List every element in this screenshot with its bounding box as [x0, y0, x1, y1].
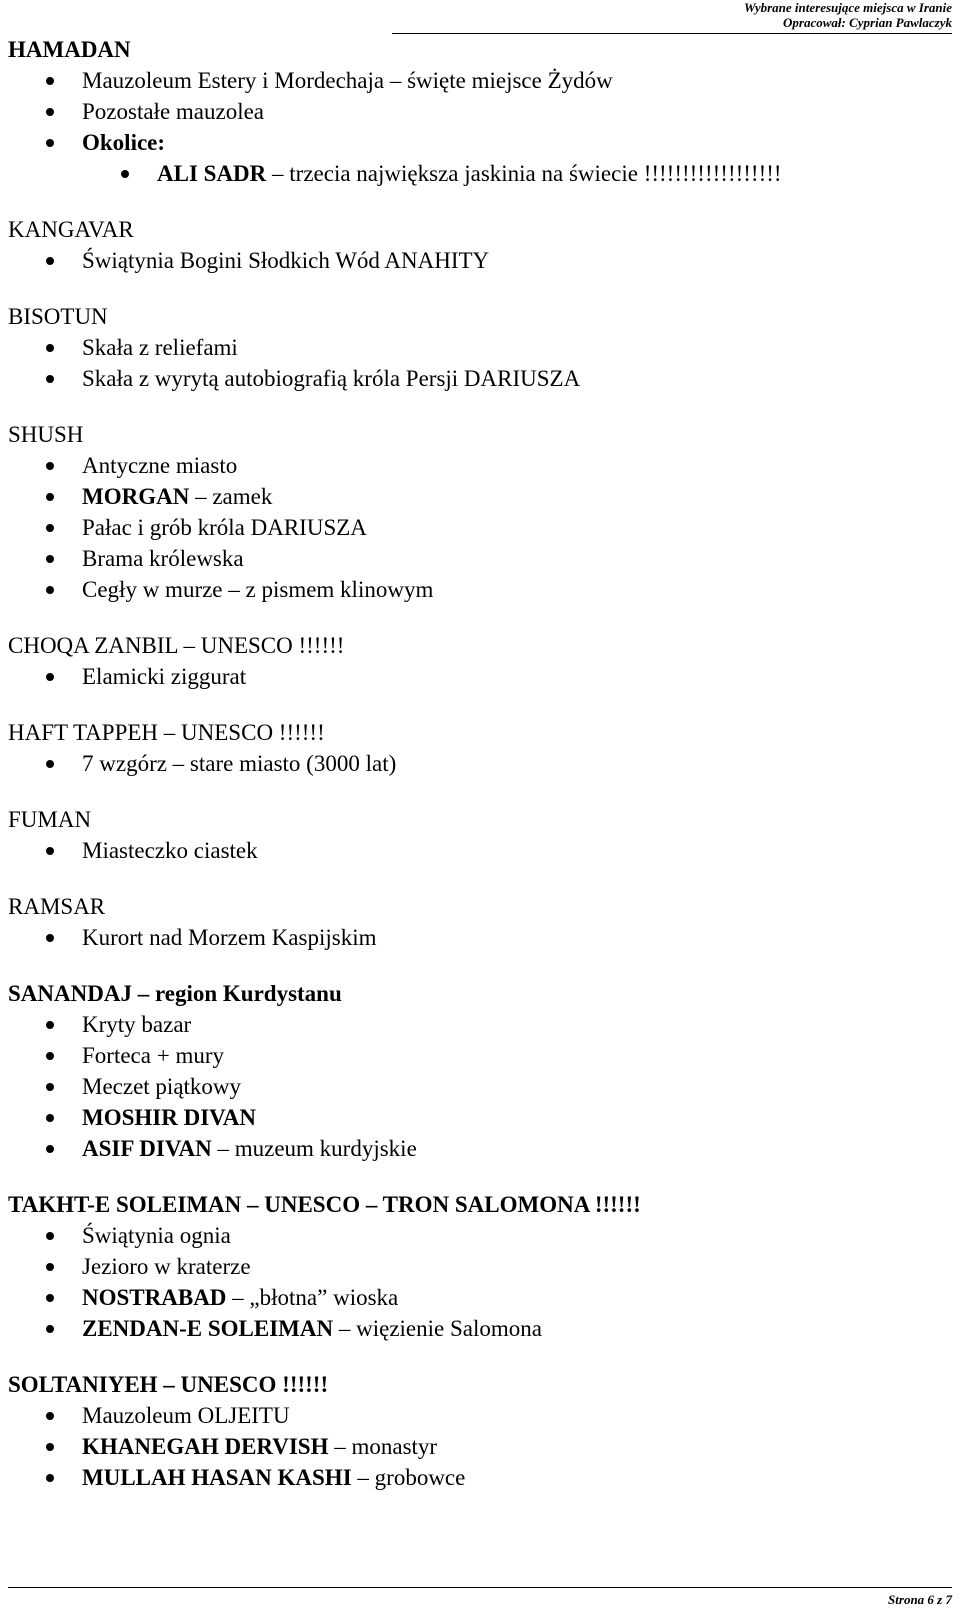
header-author: Opracował: Cyprian Pawlaczyk	[783, 15, 952, 30]
section-heading: HAFT TAPPEH – UNESCO !!!!!!	[8, 720, 325, 745]
list-item: Skała z reliefami	[8, 332, 938, 363]
section-heading: TAKHT-E SOLEIMAN – UNESCO – TRON SALOMONA !!!!!!	[8, 1192, 641, 1217]
list-item: Antyczne miasto	[8, 450, 938, 481]
section-haft-tappeh	[8, 717, 938, 779]
bullet-list	[8, 835, 938, 866]
list-item: Mauzoleum Estery i Mordechaja – święte miejsce Żydów	[8, 65, 938, 96]
list-item: Jezioro w kraterze	[8, 1251, 938, 1282]
list-item: Cegły w murze – z pismem klinowym	[8, 574, 938, 605]
list-item: Świątynia Bogini Słodkich Wód ANAHITY	[8, 245, 938, 276]
list-item: Pałac i grób króla DARIUSZA	[8, 512, 938, 543]
section-heading: SOLTANIYEH – UNESCO !!!!!!	[8, 1372, 329, 1397]
bullet-list	[8, 748, 938, 779]
section-shush	[8, 419, 938, 605]
list-item: 7 wzgórz – stare miasto (3000 lat)	[8, 748, 938, 779]
item-text: – trzecia największa jaskinia na świecie !!!!!!!!!!!!!!!!!!	[266, 161, 782, 186]
item-text: – muzeum kurdyjskie	[211, 1136, 417, 1161]
section-heading: RAMSAR	[8, 894, 106, 919]
section-takht-e-soleiman	[8, 1189, 938, 1344]
section-heading: BISOTUN	[8, 304, 108, 329]
list-item: Kryty bazar	[8, 1009, 938, 1040]
section-kangavar	[8, 214, 938, 276]
item-bold: ZENDAN-E SOLEIMAN	[82, 1316, 334, 1341]
section-heading: HAMADAN	[8, 37, 131, 62]
list-item	[8, 1462, 938, 1493]
document-body	[8, 34, 938, 1518]
item-bold: ALI SADR	[157, 161, 267, 186]
item-bold: ASIF DIVAN	[82, 1136, 212, 1161]
section-choqa-zanbil	[8, 630, 938, 692]
list-item	[8, 1133, 938, 1164]
item-text: – monastyr	[328, 1434, 438, 1459]
section-heading: SHUSH	[8, 422, 84, 447]
item-bold: MORGAN	[82, 484, 190, 509]
bullet-list	[8, 1220, 938, 1344]
item-text: – więzienie Salomona	[333, 1316, 542, 1341]
section-sanandaj	[8, 978, 938, 1164]
list-item: Pozostałe mauzolea	[8, 96, 938, 127]
section-bisotun	[8, 301, 938, 394]
item-bold: NOSTRABAD	[82, 1285, 227, 1310]
item-bold: MULLAH HASAN KASHI	[82, 1465, 352, 1490]
bullet-list	[8, 1009, 938, 1164]
list-item: Forteca + mury	[8, 1040, 938, 1071]
bullet-list	[8, 1400, 938, 1493]
item-text: – „błotna” wioska	[226, 1285, 399, 1310]
section-heading: FUMAN	[8, 807, 92, 832]
list-item: Okolice:	[8, 127, 938, 158]
list-item: Elamicki ziggurat	[8, 661, 938, 692]
bullet-list	[8, 245, 938, 276]
list-item: Mauzoleum OLJEITU	[8, 1400, 938, 1431]
page-number: Strona 6 z 7	[888, 1592, 952, 1607]
section-heading: SANANDAJ – region Kurdystanu	[8, 981, 342, 1006]
list-item	[8, 1313, 938, 1344]
item-text: – zamek	[189, 484, 273, 509]
header-title: Wybrane interesujące miejsca w Iranie	[744, 0, 952, 15]
section-hamadan	[8, 34, 938, 189]
list-item: Meczet piątkowy	[8, 1071, 938, 1102]
bullet-list	[8, 661, 938, 692]
list-item	[8, 1282, 938, 1313]
page-footer	[8, 1587, 952, 1608]
item-text: – grobowce	[351, 1465, 466, 1490]
bullet-list	[8, 450, 938, 605]
section-soltaniyeh	[8, 1369, 938, 1493]
list-item: Kurort nad Morzem Kaspijskim	[8, 922, 938, 953]
list-item: Miasteczko ciastek	[8, 835, 938, 866]
page-header	[392, 0, 952, 34]
list-item: MOSHIR DIVAN	[8, 1102, 938, 1133]
list-item	[8, 1431, 938, 1462]
section-heading: KANGAVAR	[8, 217, 134, 242]
list-item: Świątynia ognia	[8, 1220, 938, 1251]
bullet-list	[8, 922, 938, 953]
list-item: Skała z wyrytą autobiografią króla Persji DARIUSZA	[8, 363, 938, 394]
list-item: Brama królewska	[8, 543, 938, 574]
section-heading: CHOQA ZANBIL – UNESCO !!!!!!	[8, 633, 345, 658]
section-fuman	[8, 804, 938, 866]
list-item-sub	[8, 158, 938, 189]
item-bold: KHANEGAH DERVISH	[82, 1434, 329, 1459]
list-item	[8, 481, 938, 512]
bullet-list	[8, 65, 938, 189]
section-ramsar	[8, 891, 938, 953]
bullet-list	[8, 332, 938, 394]
